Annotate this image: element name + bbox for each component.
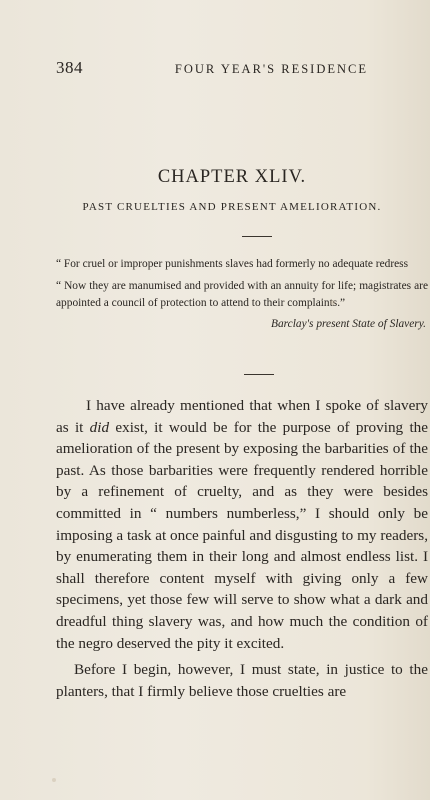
paragraph-text: exist, it would be for the purpose of proving the amelioration of the present by exposing the barbarities of the past. As those barbarities were frequently rendered horrible by a refinement of cruelty, and as they were besides committed in “ numbers numberless,” I should only be imposing a task at once painful and disgusting to my readers, by enumerating them in their long and almost endless list. I shall therefore content myself with giving only a few specimens, yet those few will serve to show what a dark and dreadful thing slavery was, and how much the condition of the negro deserved the pity it excited. bbox=[56, 418, 428, 652]
chapter-subtitle: PAST CRUELTIES AND PRESENT AMELIORATION. bbox=[82, 201, 382, 213]
body-text bbox=[56, 395, 428, 702]
running-title: FOUR YEAR'S RESIDENCE bbox=[174, 62, 368, 76]
running-head bbox=[56, 58, 408, 78]
paragraph bbox=[56, 395, 428, 654]
foxing-spot bbox=[330, 300, 335, 305]
epigraph-quote: “ For cruel or improper punishments slaves had formerly no adequate redress bbox=[56, 258, 409, 270]
chapter-title: CHAPTER XLIV. bbox=[157, 167, 307, 187]
divider-rule bbox=[242, 236, 272, 237]
epigraph-quote: “ Now they are manumised and provided with an annuity for life; magistrates are appointed a council of protection to attend to their complaints.” bbox=[56, 279, 428, 309]
epigraph-source: Barclay's present State of Slavery. bbox=[270, 317, 426, 330]
paragraph: Before I begin, however, I must state, in justice to the planters, that I firmly believe those cruelties are bbox=[56, 661, 428, 700]
divider-rule bbox=[244, 374, 274, 375]
page-number: 384 bbox=[56, 58, 83, 77]
emphasis-text: did bbox=[89, 418, 110, 436]
foxing-spot bbox=[52, 778, 56, 782]
epigraph bbox=[56, 256, 428, 337]
paragraph-text: I have already mentioned that when I spoke of slavery as it bbox=[56, 397, 428, 436]
